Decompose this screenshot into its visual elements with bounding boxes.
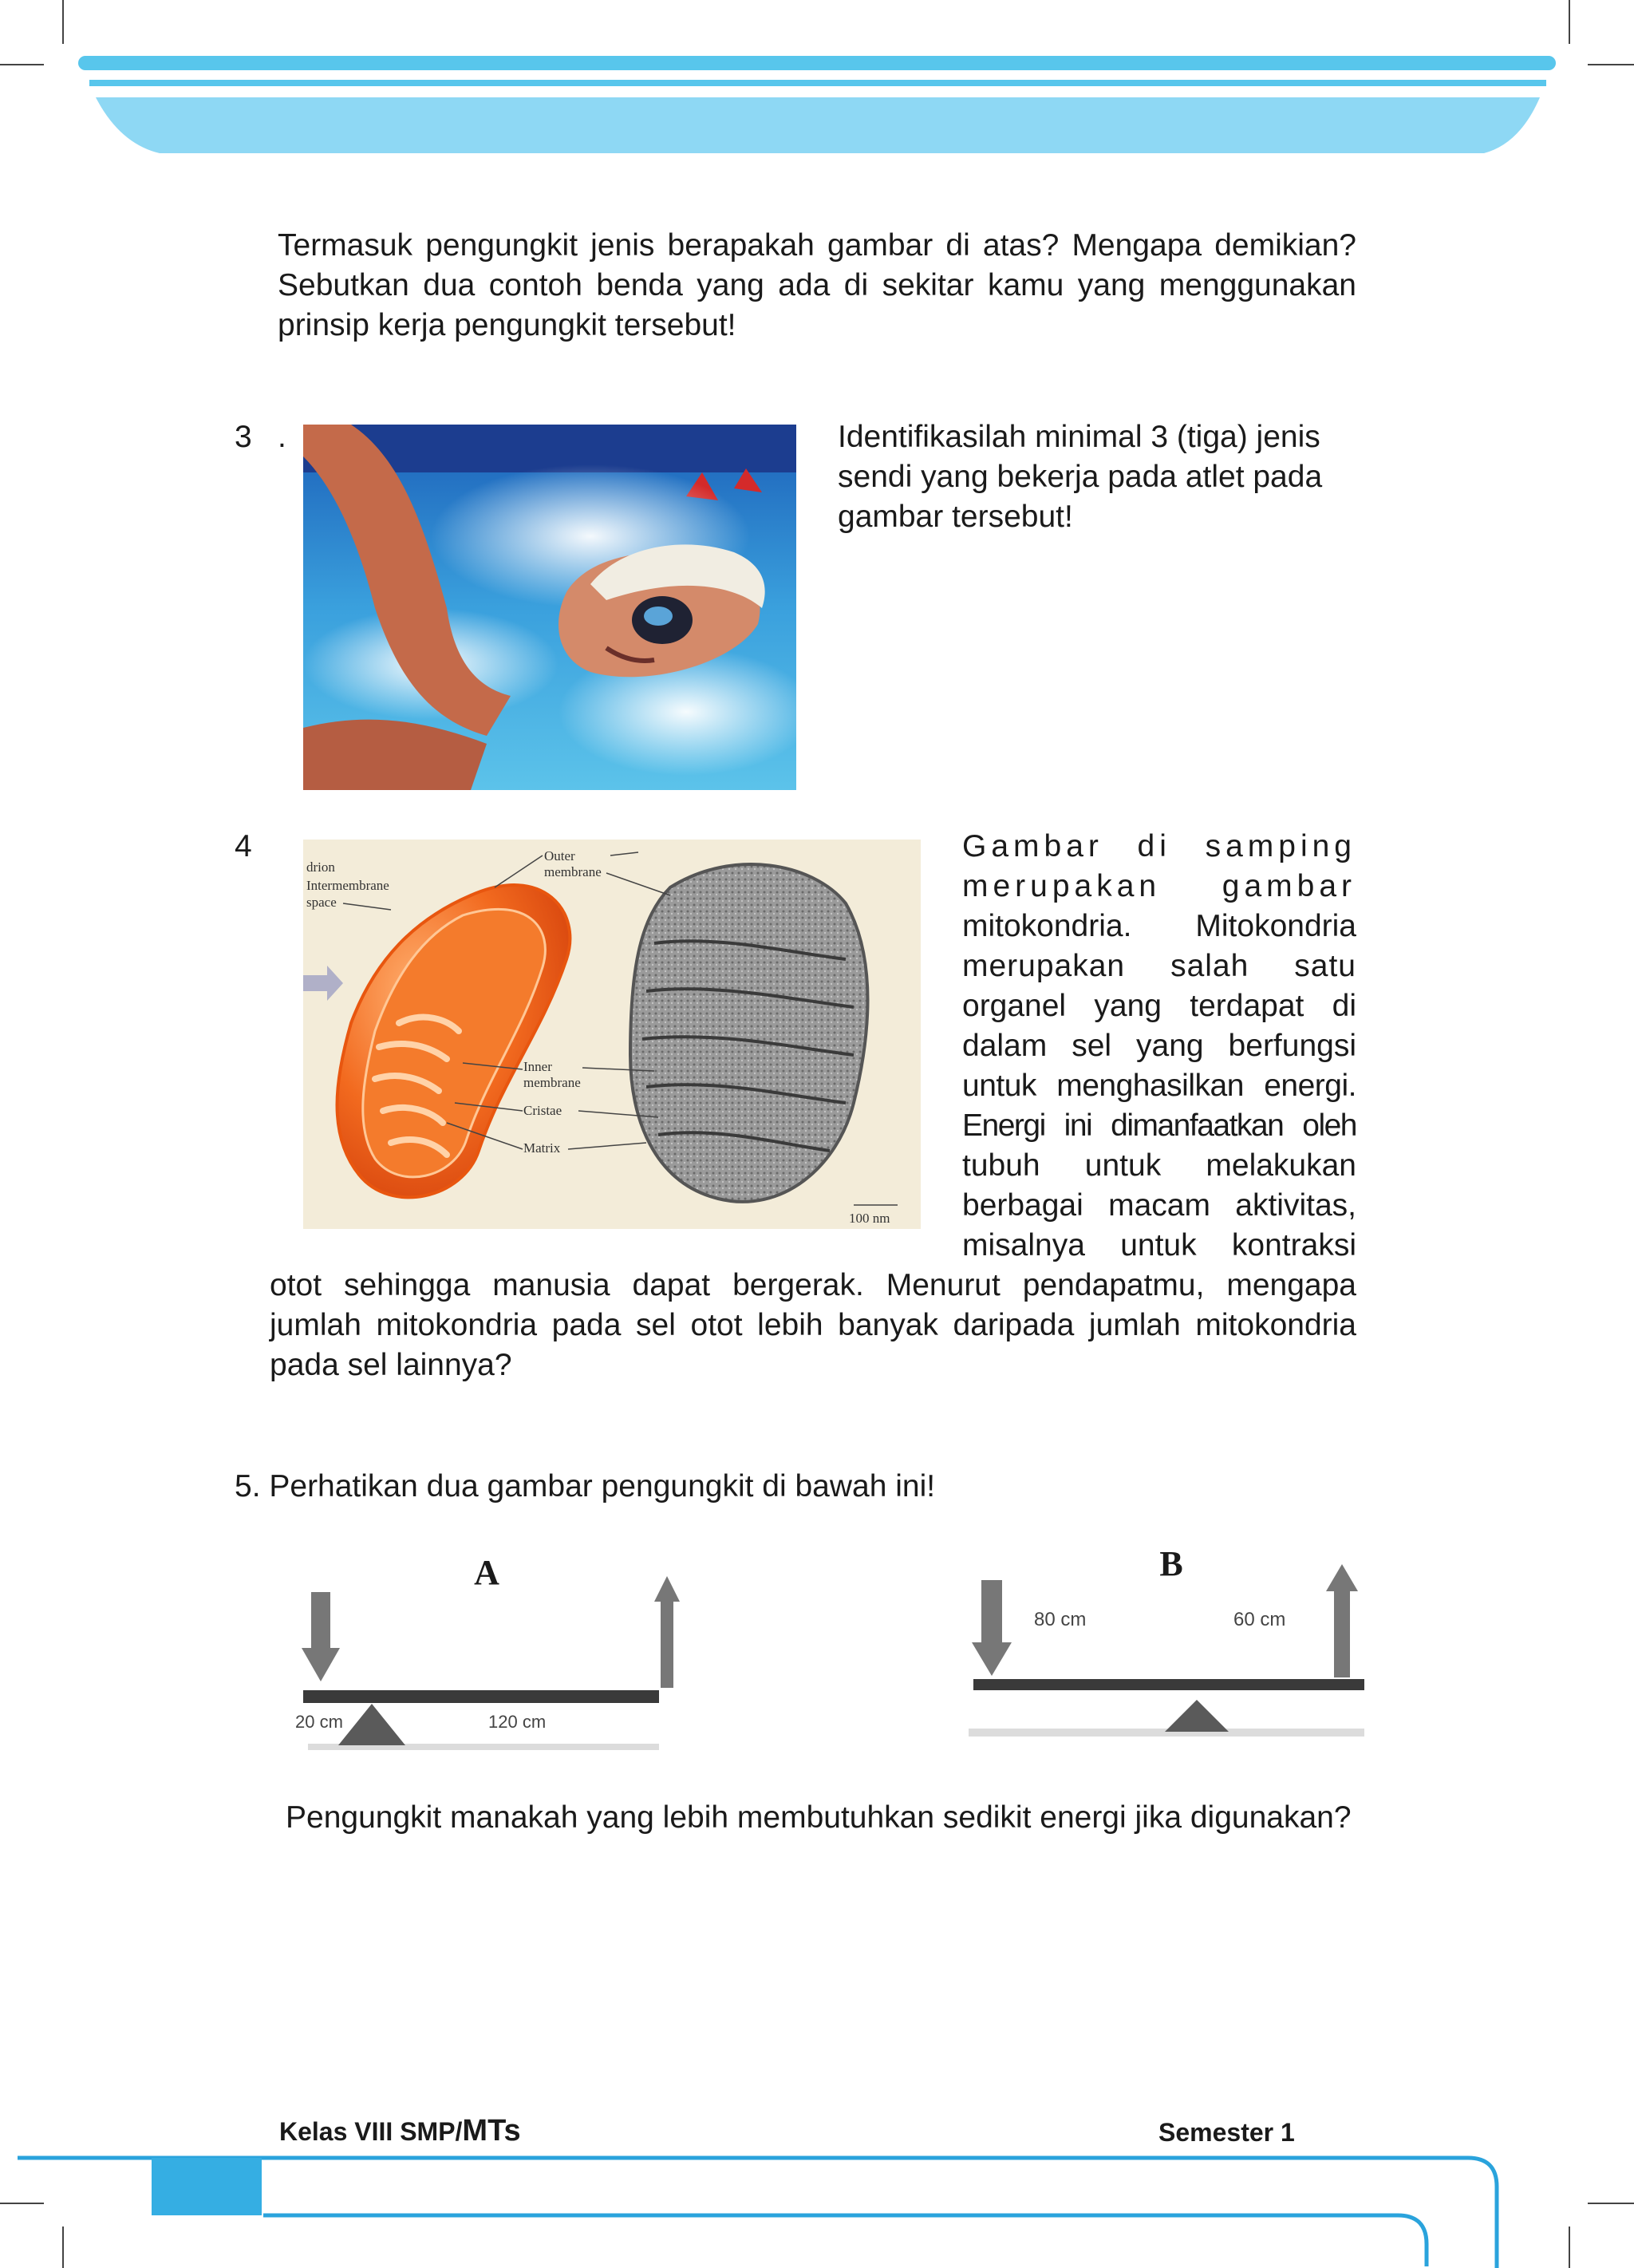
q4-line: organel yang terdapat di xyxy=(962,989,1356,1023)
footer-class xyxy=(279,2115,521,2147)
q3-line: gambar tersebut! xyxy=(838,500,1073,534)
q4-line: misalnya untuk kontraksi xyxy=(962,1228,1356,1262)
q4-line: mitokondria. Mitokondria xyxy=(962,909,1356,943)
q4-continued: otot sehingga manusia dapat bergerak. Menurut pendapatmu, mengapa jumlah mitokondria pada sel otot lebih banyak daripada jumlah mitokondria pada sel lainnya? xyxy=(270,1268,1356,1382)
q4-line: Gambar di samping xyxy=(962,829,1356,863)
q4-side-text xyxy=(962,827,1356,1266)
swimmer-photo xyxy=(303,425,796,790)
q5-intro: 5. Perhatikan dua gambar pengungkit di bawah ini! xyxy=(235,1469,936,1503)
lever-a-label: A xyxy=(474,1553,499,1592)
label-inner: Inner xyxy=(523,1059,552,1074)
label-outer-membrane: membrane xyxy=(544,864,602,879)
q3-number: 3 xyxy=(235,420,252,454)
footer-class-suffix: MTs xyxy=(462,2114,521,2147)
label-scale: 100 nm xyxy=(849,1211,890,1226)
mitochondria-figure xyxy=(303,840,921,1229)
lever-a-left-distance: 20 cm xyxy=(295,1712,343,1732)
q4-number: 4 xyxy=(235,829,252,863)
lever-b-label: B xyxy=(1159,1544,1183,1583)
q4-line: tubuh untuk melakukan xyxy=(962,1148,1356,1183)
footer-class-prefix: Kelas VIII SMP/ xyxy=(279,2117,463,2146)
q5-question: Pengungkit manakah yang lebih membutuhkan sedikit energi jika digunakan? xyxy=(286,1800,1352,1835)
q3-line: sendi yang bekerja pada atlet pada xyxy=(838,460,1323,494)
q4-line: untuk menghasilkan energi. xyxy=(962,1069,1356,1103)
label-intermembrane: Intermembrane xyxy=(306,878,389,893)
lever-b-figure xyxy=(965,1540,1364,1748)
label-inner-membrane: membrane xyxy=(523,1075,581,1090)
lever-a-right-distance: 120 cm xyxy=(488,1712,547,1732)
label-drion: drion xyxy=(306,859,335,875)
q4-line: merupakan salah satu xyxy=(962,949,1356,983)
q3-dot: . xyxy=(278,420,286,454)
lever-b-right-distance: 60 cm xyxy=(1233,1609,1286,1630)
label-space: space xyxy=(306,895,337,910)
footer-frame xyxy=(0,2155,1634,2268)
label-matrix: Matrix xyxy=(523,1140,561,1156)
lever-a-figure xyxy=(292,1544,691,1752)
q4-line: merupakan gambar xyxy=(962,869,1356,903)
label-outer: Outer xyxy=(544,848,575,863)
q4-line: dalam sel yang berfungsi xyxy=(962,1029,1356,1063)
q3-line: Identifikasilah minimal 3 (tiga) jenis xyxy=(838,420,1320,454)
q4-line: Energi ini dimanfaatkan oleh xyxy=(962,1108,1356,1143)
intro-question: Termasuk pengungkit jenis berapakah gambar di atas? Mengapa demikian? Sebutkan dua contoh benda yang ada di sekitar kamu yang menggunakan prinsip kerja pengungkit tersebut! xyxy=(278,228,1356,342)
page-number: 78 xyxy=(188,2113,225,2148)
footer-semester: Semester 1 xyxy=(1158,2118,1295,2147)
q3-text xyxy=(838,417,1322,537)
lever-b-left-distance: 80 cm xyxy=(1034,1609,1087,1630)
header-band xyxy=(0,0,1634,160)
q4-line: berbagai macam aktivitas, xyxy=(962,1188,1356,1223)
label-cristae: Cristae xyxy=(523,1103,562,1118)
